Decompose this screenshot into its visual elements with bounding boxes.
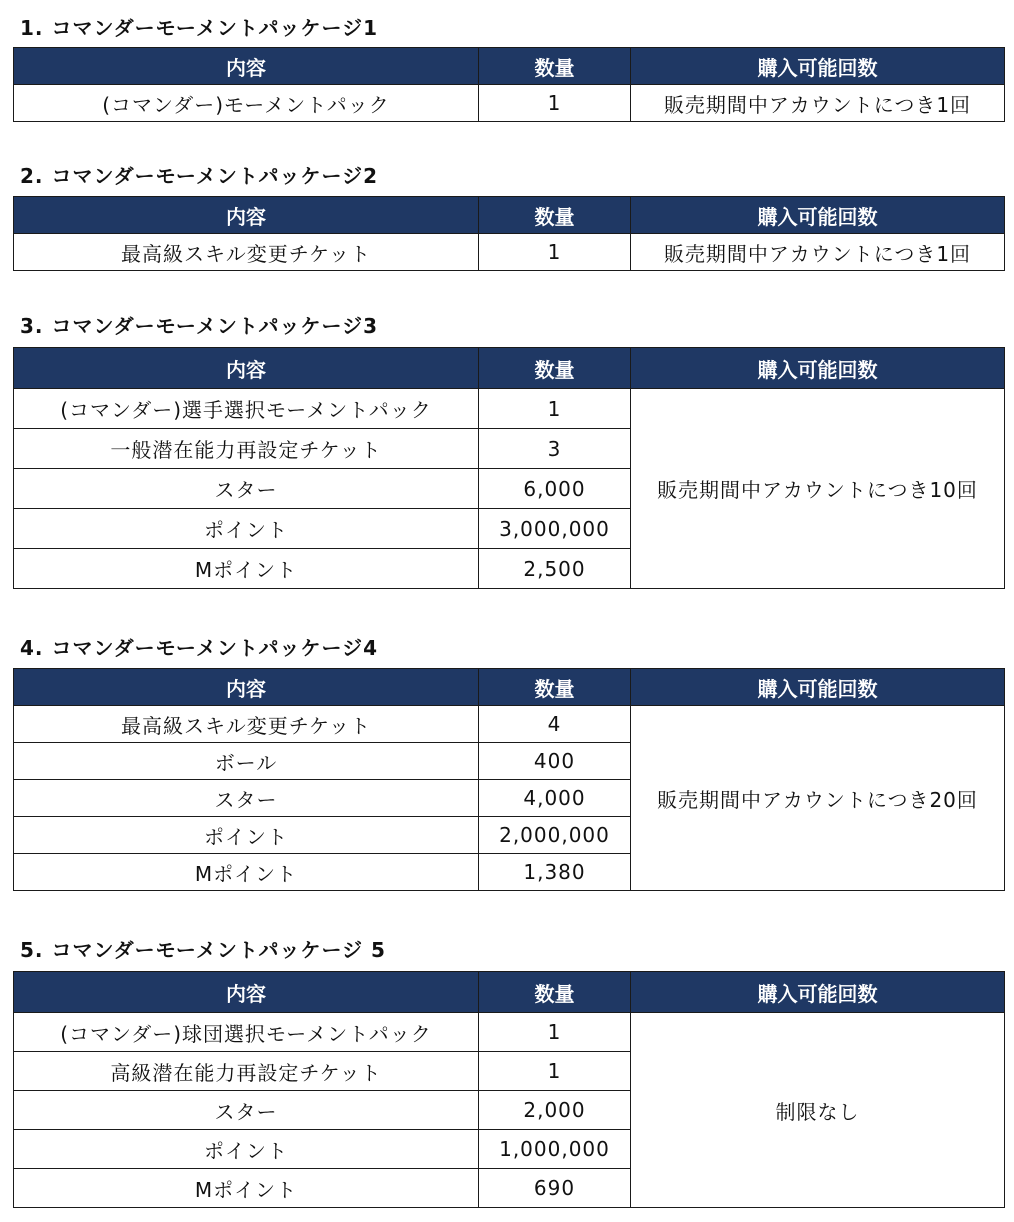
package-table bbox=[13, 196, 1005, 271]
item-quantity: 3 bbox=[479, 429, 631, 469]
purchase-limit: 販売期間中アカウントにつき1回 bbox=[631, 85, 1005, 122]
package-title: 5. コマンダーモーメントパッケージ 5 bbox=[20, 938, 386, 962]
item-name: Mポイント bbox=[14, 549, 479, 589]
header-quantity: 数量 bbox=[479, 669, 631, 706]
package-table bbox=[13, 971, 1005, 1208]
item-quantity: 1 bbox=[479, 389, 631, 429]
table-row bbox=[14, 389, 1005, 429]
item-quantity: 2,000 bbox=[479, 1091, 631, 1130]
item-name: スター bbox=[14, 1091, 479, 1130]
header-row bbox=[14, 669, 1005, 706]
table-row bbox=[14, 1013, 1005, 1052]
item-quantity: 1 bbox=[479, 1013, 631, 1052]
item-name: 最高級スキル変更チケット bbox=[14, 706, 479, 743]
purchase-limit: 販売期間中アカウントにつき1回 bbox=[631, 234, 1005, 271]
header-limit: 購入可能回数 bbox=[631, 669, 1005, 706]
package-title: 2. コマンダーモーメントパッケージ2 bbox=[20, 164, 378, 188]
package-table bbox=[13, 347, 1005, 589]
header-limit: 購入可能回数 bbox=[631, 348, 1005, 389]
header-content: 内容 bbox=[14, 348, 479, 389]
item-quantity: 1,380 bbox=[479, 854, 631, 891]
item-quantity: 1 bbox=[479, 85, 631, 122]
item-quantity: 1 bbox=[479, 234, 631, 271]
item-name: ポイント bbox=[14, 1130, 479, 1169]
item-name: (コマンダー)選手選択モーメントパック bbox=[14, 389, 479, 429]
item-name: 高級潜在能力再設定チケット bbox=[14, 1052, 479, 1091]
header-content: 内容 bbox=[14, 197, 479, 234]
item-name: ボール bbox=[14, 743, 479, 780]
header-quantity: 数量 bbox=[479, 197, 631, 234]
header-limit: 購入可能回数 bbox=[631, 197, 1005, 234]
header-quantity: 数量 bbox=[479, 48, 631, 85]
item-name: スター bbox=[14, 780, 479, 817]
header-content: 内容 bbox=[14, 48, 479, 85]
item-quantity: 4,000 bbox=[479, 780, 631, 817]
header-content: 内容 bbox=[14, 669, 479, 706]
item-quantity: 4 bbox=[479, 706, 631, 743]
item-name: Mポイント bbox=[14, 1169, 479, 1208]
header-row bbox=[14, 197, 1005, 234]
header-limit: 購入可能回数 bbox=[631, 972, 1005, 1013]
item-quantity: 690 bbox=[479, 1169, 631, 1208]
item-quantity: 3,000,000 bbox=[479, 509, 631, 549]
item-quantity: 2,000,000 bbox=[479, 817, 631, 854]
item-name: Mポイント bbox=[14, 854, 479, 891]
header-quantity: 数量 bbox=[479, 972, 631, 1013]
item-name: 一般潜在能力再設定チケット bbox=[14, 429, 479, 469]
item-quantity: 6,000 bbox=[479, 469, 631, 509]
header-limit: 購入可能回数 bbox=[631, 48, 1005, 85]
header-quantity: 数量 bbox=[479, 348, 631, 389]
item-name: ポイント bbox=[14, 509, 479, 549]
header-row bbox=[14, 48, 1005, 85]
package-title: 3. コマンダーモーメントパッケージ3 bbox=[20, 314, 378, 338]
header-content: 内容 bbox=[14, 972, 479, 1013]
item-name: 最高級スキル変更チケット bbox=[14, 234, 479, 271]
table-row bbox=[14, 706, 1005, 743]
package-title: 1. コマンダーモーメントパッケージ1 bbox=[20, 16, 378, 40]
item-quantity: 2,500 bbox=[479, 549, 631, 589]
item-name: (コマンダー)球団選択モーメントパック bbox=[14, 1013, 479, 1052]
item-quantity: 1,000,000 bbox=[479, 1130, 631, 1169]
header-row bbox=[14, 348, 1005, 389]
header-row bbox=[14, 972, 1005, 1013]
item-name: (コマンダー)モーメントパック bbox=[14, 85, 479, 122]
table-row bbox=[14, 85, 1005, 122]
item-name: スター bbox=[14, 469, 479, 509]
item-name: ポイント bbox=[14, 817, 479, 854]
package-table bbox=[13, 47, 1005, 122]
package-title: 4. コマンダーモーメントパッケージ4 bbox=[20, 636, 378, 660]
item-quantity: 1 bbox=[479, 1052, 631, 1091]
purchase-limit: 販売期間中アカウントにつき20回 bbox=[631, 706, 1005, 891]
package-table bbox=[13, 668, 1005, 891]
table-row bbox=[14, 234, 1005, 271]
purchase-limit: 制限なし bbox=[631, 1013, 1005, 1208]
item-quantity: 400 bbox=[479, 743, 631, 780]
purchase-limit: 販売期間中アカウントにつき10回 bbox=[631, 389, 1005, 589]
